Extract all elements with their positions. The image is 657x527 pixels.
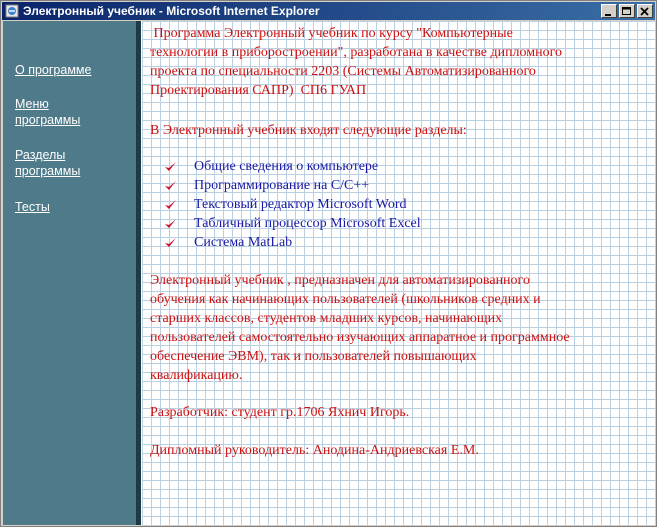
section-label: Текстовый редактор Microsoft Word [194,196,407,212]
checkmark-icon [164,180,177,192]
checkmark-icon [164,237,177,249]
sections-heading: В Электронный учебник входят следующие разделы: [150,123,467,138]
window-title: Электронный учебник - Microsoft Internet Explorer [23,4,320,18]
sidebar-item-about[interactable] [15,62,125,78]
sidebar-item-sections[interactable] [15,147,125,179]
minimize-icon [602,6,616,18]
developer-credit: Разработчик: студент гр.1706 Яхнич Игорь. [150,405,410,420]
description-line: квалификацию. [150,368,243,383]
section-label: Общие сведения о компьютере [194,158,379,174]
sections-list [164,157,421,252]
list-item [164,176,421,195]
close-button[interactable] [637,4,653,18]
intro-line: технологии в приборостроении", разработана в качестве дипломного [150,45,563,60]
minimize-button[interactable] [601,4,617,18]
supervisor-credit: Дипломный руководитель: Анодина-Андриевская Е.М. [150,443,479,458]
sidebar-item-label: Разделы [15,148,66,162]
internet-explorer-icon [5,4,19,18]
section-label: Табличный процессор Microsoft Excel [194,215,421,231]
intro-line: Программа Электронный учебник по курсу "Компьютерные [150,26,513,41]
intro-line: проекта по специальности 2203 (Системы Автоматизированного [150,64,536,79]
title-bar[interactable] [2,2,655,20]
list-item [164,214,421,233]
sidebar-item-label: Меню [15,97,49,111]
maximize-icon [620,6,634,18]
checkmark-icon [164,218,177,230]
list-item [164,233,421,252]
browser-content [3,21,655,525]
sidebar-menu [3,21,141,525]
sidebar-item-label: Тесты [15,200,50,214]
description-line: обучения как начинающих пользователей (школьников средних и [150,292,541,307]
sidebar-item-menu[interactable] [15,96,125,128]
checkmark-icon [164,199,177,211]
section-label: Система MatLab [194,234,293,250]
intro-line: Проектирования САПР) СП6 ГУАП [150,83,367,98]
list-item [164,195,421,214]
intro-paragraph [150,24,625,100]
description-paragraph [150,271,625,385]
sidebar-item-label: О программе [15,63,92,77]
list-item [164,157,421,176]
main-content [142,21,655,525]
section-label: Программирование на C/C++ [194,177,370,193]
sidebar-item-label: программы [15,113,81,127]
description-line: Электронный учебник , предназначен для автоматизированного [150,273,530,288]
checkmark-icon [164,161,177,173]
description-line: обеспечение ЭВМ), так и пользователей повышающих [150,349,477,364]
window-controls [601,4,653,18]
description-line: пользователей самостоятельно изучающих аппаратное и программное [150,330,570,345]
maximize-button[interactable] [619,4,635,18]
sidebar-item-label: программы [15,164,81,178]
close-icon [638,6,652,18]
description-line: старших классов, студентов младших курсов, начинающих [150,311,503,326]
sidebar-item-tests[interactable] [15,199,125,215]
